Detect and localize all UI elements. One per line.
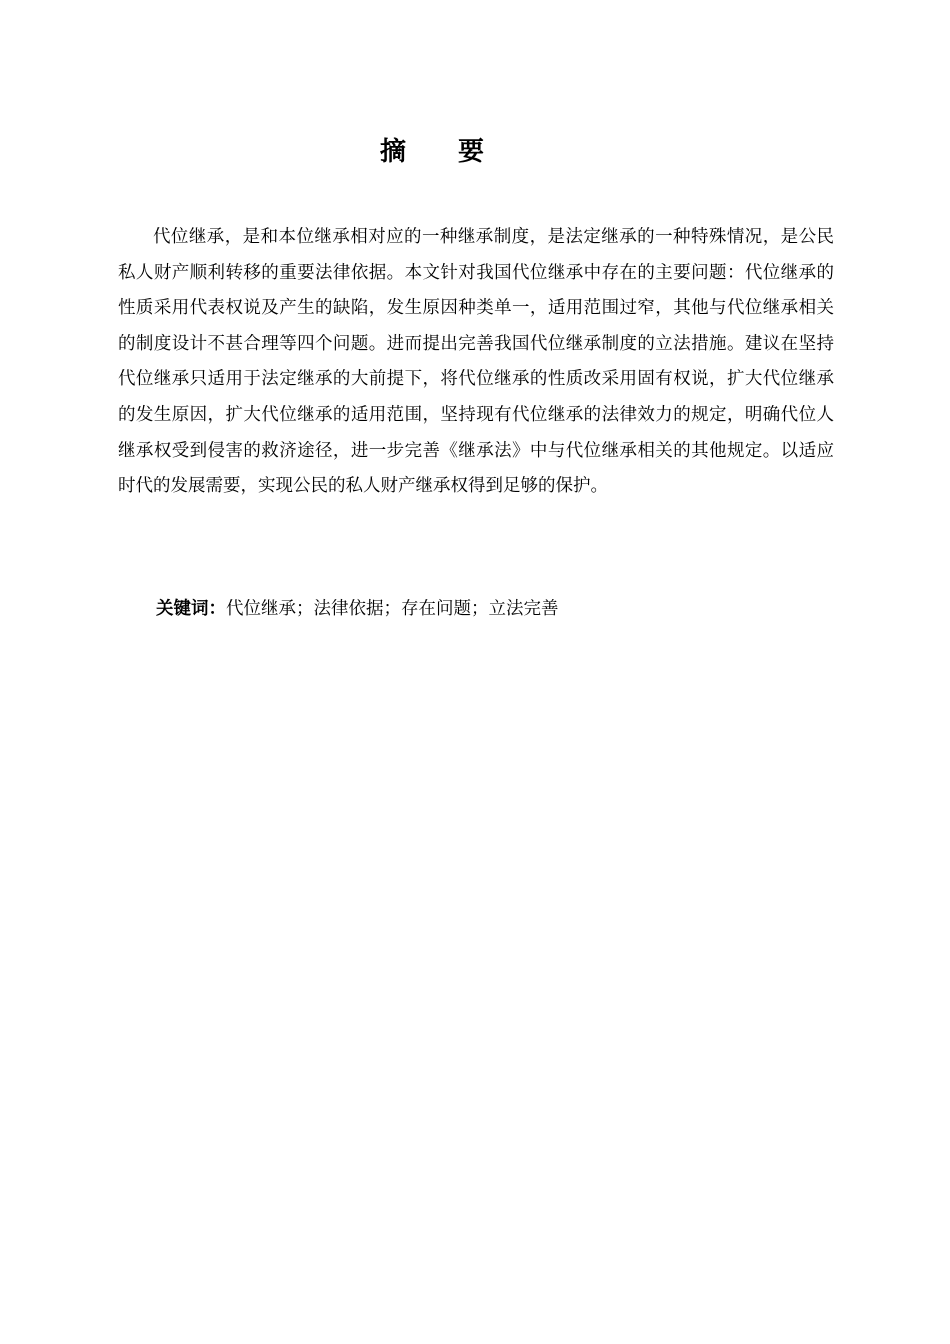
keywords-line: [156, 592, 836, 627]
keywords-text: 代位继承；法律依据；存在问题；立法完善: [226, 599, 559, 619]
abstract-title: [0, 134, 864, 170]
title-char-1: 摘: [379, 137, 406, 167]
title-char-2: 要: [458, 137, 485, 167]
keywords-label: 关键词：: [156, 599, 226, 619]
abstract-body: 代位继承，是和本位继承相对应的一种继承制度，是法定继承的一种特殊情况，是公民私人财产顺利转移的重要法律依据。本文针对我国代位继承中存在的主要问题：代位继承的性质采用代表权说及产生的缺陷，发生原因种类单一，适用范围过窄，其他与代位继承相关的制度设计不甚合理等四个问题。进而提出完善我国代位继承制度的立法措施。建议在坚持代位继承只适用于法定继承的大前提下，将代位继承的性质改采用固有权说，扩大代位继承的发生原因，扩大代位继承的适用范围，坚持现有代位继承的法律效力的规定，明确代位人继承权受到侵害的救济途径，进一步完善《继承法》中与代位继承相关的其他规定。以适应时代的发展需要，实现公民的私人财产继承权得到足够的保护。: [118, 227, 834, 497]
